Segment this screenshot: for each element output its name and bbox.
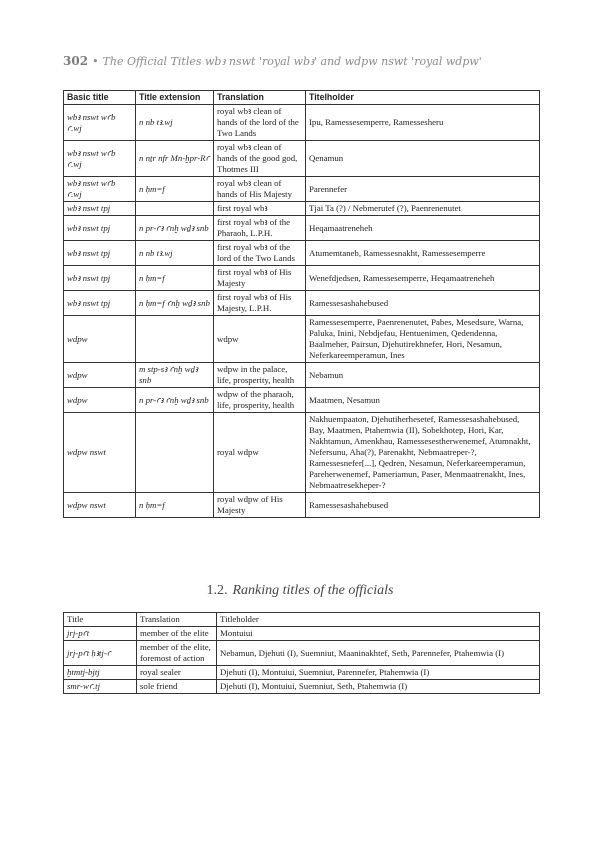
cell-title: jrj-pꜥt ḥꜣtj-ꜥ bbox=[64, 641, 137, 666]
cell-titelholder: Ramessesemperre, Paenrenenutet, Pabes, Mesedsure, Warna, Paluka, Inini, Nebdjefau, Hentuenimen, Qedendenna, Baalmeher, Pairsun, Djehutirekhnefer, Hori, Nesamun, Neferkareemperamun, Ines bbox=[306, 316, 540, 363]
cell-title: jrj-pꜥt bbox=[64, 627, 137, 641]
cell-title-extension: n pr-ꜥꜣ ꜥnḫ wḏꜣ snb bbox=[136, 388, 214, 413]
cell-basic-title: wbꜣ nswt tpj bbox=[64, 291, 136, 316]
header-title-extension: Title extension bbox=[136, 91, 214, 105]
header-titelholder: Titelholder bbox=[306, 91, 540, 105]
cell-title: ḫtmtj-bjtj bbox=[64, 666, 137, 680]
table-row bbox=[64, 680, 540, 694]
table-row bbox=[64, 105, 540, 141]
cell-basic-title: wbꜣ nswt tpj bbox=[64, 241, 136, 266]
cell-titelholder: Maatmen, Nesamun bbox=[306, 388, 540, 413]
cell-title-extension: n nb tꜣ.wj bbox=[136, 105, 214, 141]
cell-translation: first royal wbꜣ bbox=[214, 202, 306, 216]
cell-title-extension: n pr-ꜥꜣ ꜥnḫ wḏꜣ snb bbox=[136, 216, 214, 241]
cell-basic-title: wdpw nswt bbox=[64, 493, 136, 518]
cell-titelholder: Heqamaatreneheh bbox=[306, 216, 540, 241]
table-row bbox=[64, 291, 540, 316]
ranking-table-header-row bbox=[64, 613, 540, 627]
cell-title-extension bbox=[136, 413, 214, 493]
cell-translation: royal sealer bbox=[137, 666, 217, 680]
table-row bbox=[64, 216, 540, 241]
table-row bbox=[64, 493, 540, 518]
cell-title-extension: n nṯr nfr Mn-ḫpr-Rꜥ bbox=[136, 141, 214, 177]
cell-titleholder: Montuiui bbox=[217, 627, 540, 641]
cell-titelholder: Nebamun bbox=[306, 363, 540, 388]
cell-basic-title: wdpw bbox=[64, 363, 136, 388]
cell-title-extension bbox=[136, 202, 214, 216]
cell-titelholder: Parennefer bbox=[306, 177, 540, 202]
cell-titelholder: Ramessesashahebused bbox=[306, 291, 540, 316]
cell-basic-title: wbꜣ nswt tpj bbox=[64, 202, 136, 216]
cell-titleholder: Djehuti (I), Montuiui, Suemniut, Seth, Ptahemwia (I) bbox=[217, 680, 540, 694]
titles-table-header-row bbox=[64, 91, 540, 105]
cell-title-extension: n nb tꜣ.wj bbox=[136, 241, 214, 266]
table-row bbox=[64, 666, 540, 680]
cell-translation: first royal wbꜣ of His Majesty bbox=[214, 266, 306, 291]
table-row bbox=[64, 241, 540, 266]
table-row bbox=[64, 266, 540, 291]
table-row bbox=[64, 177, 540, 202]
cell-basic-title: wbꜣ nswt wꜥb ꜥ.wj bbox=[64, 141, 136, 177]
cell-translation: royal wbꜣ clean of hands of His Majesty bbox=[214, 177, 306, 202]
cell-title: smr-wꜥ.tj bbox=[64, 680, 137, 694]
table-row bbox=[64, 413, 540, 493]
cell-translation: royal wbꜣ clean of hands of the lord of the Two Lands bbox=[214, 105, 306, 141]
cell-basic-title: wbꜣ nswt wꜥb ꜥ.wj bbox=[64, 177, 136, 202]
cell-title-extension bbox=[136, 316, 214, 363]
header-translation: Translation bbox=[214, 91, 306, 105]
table-row bbox=[64, 202, 540, 216]
cell-title-extension: n ḥm=f ꜥnḫ wḏꜣ snb bbox=[136, 291, 214, 316]
running-head-title: The Official Titles wbꜣ nswt 'royal wbꜣ' and wdpw nswt 'royal wdpw' bbox=[102, 55, 482, 68]
cell-title-extension: m stp-sꜣ ꜥnḫ wḏꜣ snb bbox=[136, 363, 214, 388]
cell-translation: sole friend bbox=[137, 680, 217, 694]
cell-title-extension: n ḥm=f bbox=[136, 177, 214, 202]
table-row bbox=[64, 388, 540, 413]
cell-translation: first royal wbꜣ of the lord of the Two Lands bbox=[214, 241, 306, 266]
cell-translation: royal wdpw of His Majesty bbox=[214, 493, 306, 518]
table-row bbox=[64, 363, 540, 388]
cell-basic-title: wdpw bbox=[64, 388, 136, 413]
header-title: Title bbox=[64, 613, 137, 627]
cell-basic-title: wdpw nswt bbox=[64, 413, 136, 493]
running-head-separator: • bbox=[92, 55, 99, 68]
cell-translation: royal wdpw bbox=[214, 413, 306, 493]
cell-title-extension: n ḥm=f bbox=[136, 493, 214, 518]
cell-titelholder: Qenamun bbox=[306, 141, 540, 177]
header-translation: Translation bbox=[137, 613, 217, 627]
header-basic-title: Basic title bbox=[64, 91, 136, 105]
cell-translation: first royal wbꜣ of His Majesty, L.P.H. bbox=[214, 291, 306, 316]
table-row bbox=[64, 316, 540, 363]
cell-translation: wdpw in the palace, life, prosperity, health bbox=[214, 363, 306, 388]
cell-basic-title: wbꜣ nswt tpj bbox=[64, 216, 136, 241]
section-title: Ranking titles of the officials bbox=[232, 583, 394, 598]
cell-title-extension: n ḥm=f bbox=[136, 266, 214, 291]
cell-basic-title: wbꜣ nswt wꜥb ꜥ.wj bbox=[64, 105, 136, 141]
table-row bbox=[64, 141, 540, 177]
header-titleholder: Titleholder bbox=[217, 613, 540, 627]
section-heading bbox=[0, 583, 600, 599]
cell-titelholder: Wenefdjedsen, Ramessesemperre, Heqamaatreneheh bbox=[306, 266, 540, 291]
cell-titelholder: Nakhuempaaton, Djehutiherhesetef, Ramessesashahebused, Bay, Maatmen, Ptahemwia (II), Sobekhotep, Hori, Kar, Nakhtamun, Amenkhau, Ramessesestherwenemef, Atumnakht, Nefersunu, Aha(?), Parenakht, Nebmaatreper-?, Ramessesnefer[...], Qedren, Nesamun, Neferkareemperamun, Pareherwenemef, Pameriamun, Paser, Menmaatrenakht, Ines, Nebmaatresekheper-? bbox=[306, 413, 540, 493]
cell-translation: wdpw of the pharaoh, life, prosperity, health bbox=[214, 388, 306, 413]
section-number: 1.2. bbox=[206, 583, 228, 598]
cell-translation: royal wbꜣ clean of hands of the good god, Thotmes III bbox=[214, 141, 306, 177]
cell-basic-title: wdpw bbox=[64, 316, 136, 363]
cell-titelholder: Ipu, Ramessesemperre, Ramessesheru bbox=[306, 105, 540, 141]
cell-translation: member of the elite, foremost of action bbox=[137, 641, 217, 666]
cell-titleholder: Nebamun, Djehuti (I), Suemniut, Maaninakhtef, Seth, Parennefer, Ptahemwia (I) bbox=[217, 641, 540, 666]
cell-translation: first royal wbꜣ of the Pharaoh, L.P.H. bbox=[214, 216, 306, 241]
ranking-titles-table bbox=[63, 612, 540, 694]
cell-titelholder: Ramessesashahebused bbox=[306, 493, 540, 518]
running-head bbox=[63, 54, 543, 68]
cell-translation: wdpw bbox=[214, 316, 306, 363]
cell-basic-title: wbꜣ nswt tpj bbox=[64, 266, 136, 291]
cell-titelholder: Atumemtaneb, Ramessesnakht, Ramessesemperre bbox=[306, 241, 540, 266]
page-number: 302 bbox=[63, 54, 89, 68]
cell-titelholder: Tjai Ta (?) / Nebmerutef (?), Paenrenenutet bbox=[306, 202, 540, 216]
titles-table bbox=[63, 90, 540, 518]
table-row bbox=[64, 627, 540, 641]
cell-translation: member of the elite bbox=[137, 627, 217, 641]
table-row bbox=[64, 641, 540, 666]
cell-titleholder: Djehuti (I), Montuiui, Suemniut, Parennefer, Ptahemwia (I) bbox=[217, 666, 540, 680]
